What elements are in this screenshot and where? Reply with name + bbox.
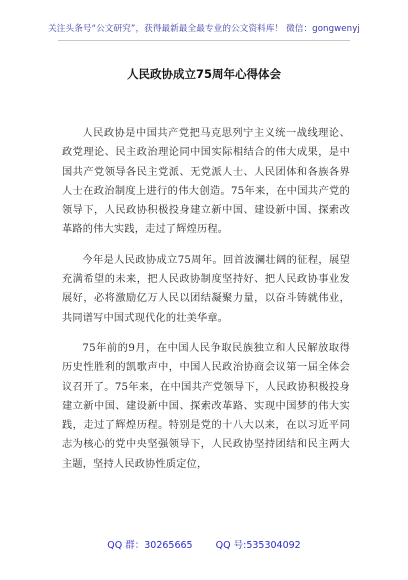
qq-account-number: QQ 号:535304092 xyxy=(215,540,301,551)
header-banner: 关注头条号“公文研究”，获得最新最全最专业的公文资料库！ 微信：gongwenyj xyxy=(48,24,360,34)
footer-contact xyxy=(0,537,408,551)
qq-group-number: QQ 群：30265665 xyxy=(107,540,193,551)
paragraph: 今年是人民政协成立75周年。回首波澜壮阔的征程，展望充满希望的未来，把人民政协制度坚持好、把人民政协事业发展好，必将激励亿万人民以团结凝聚力量，以奋斗铸就伟业，共同谱写中国式现代化的壮美华章。 xyxy=(62,254,350,324)
paragraph: 人民政协是中国共产党把马克思列宁主义统一战线理论、政党理论、民主政治理论同中国实际相结合的伟大成果，是中国共产党领导各民主党派、无党派人士、人民团体和各族各界人士在政治制度上进行的伟大创造。75年来，在中国共产党的领导下，人民政协积极投身建立新中国、建设新中国、探索改革路的伟大实践，走过了辉煌历程。 xyxy=(62,128,350,236)
paragraph: 75年前的9月，在中国人民争取民族独立和人民解放取得历史性胜利的凯歌声中，中国人民政治协商会议第一届全体会议召开了。75年来，在中国共产党领导下，人民政协积极投身建立新中国、建设新中国、探索改革路、实现中国梦的伟大实践，走过了辉煌历程。特别是党的十八大以来，在以习近平同志为核心的党中央坚强领导下，人民政协坚持团结和民主两大主题，坚持人民政协性质定位， xyxy=(62,342,350,470)
header-divider xyxy=(58,40,350,41)
document-body xyxy=(62,124,350,485)
document-title: 人民政协成立75周年心得体会 xyxy=(126,67,281,81)
